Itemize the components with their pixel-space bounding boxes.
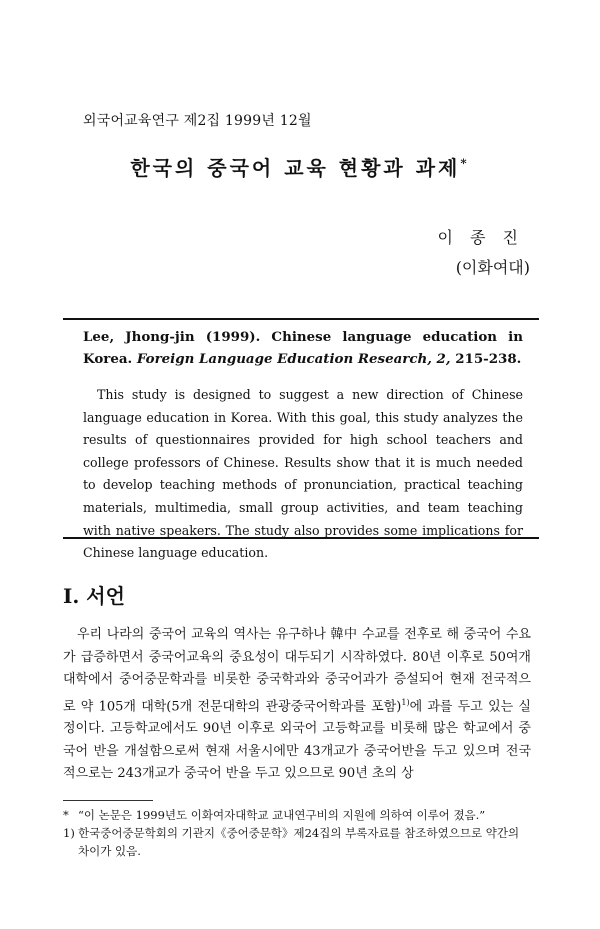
footnote-text: 한국중어중문학회의 기관지《중어중문학》제24집의 부록자료를 참조하였으므로 약간의 차이가 있음.: [78, 826, 520, 858]
title-footnote-mark: *: [460, 156, 470, 171]
author-name: 이 종 진: [437, 228, 524, 247]
intro-text-2: 에 과를 두고 있는 실정이다. 고등학교에서도 90년 이후로 외국어 고등학교를 비롯해 많은 학교에서 중국어 반을 개설함으로써 현재 서울시에만 43개교가 중국어반을 두고 있으며 전국적으로는 243개교가 중국어 반을 두고 있으므로 90년 초의 상: [63, 698, 531, 782]
abstract-bottom-rule: [63, 537, 539, 539]
footnote-ref-1: 1): [401, 697, 410, 707]
abstract-body: This study is designed to suggest a new direction of Chinese language education in Korea. With this goal, this study analyzes the results of questionnaires provided for high school teachers and college professors of Chinese. Results show that it is much needed to develop teaching methods of pronunciation, practical teaching materials, multimedia, small group activities, and team teaching with native speakers. The study also provides some implications for Chinese language education.: [83, 387, 523, 561]
paper-title: [0, 152, 600, 181]
citation-text: Lee, Jhong-jin (1999). Chinese language education in Korea.: [83, 329, 523, 367]
intro-paragraph: [63, 624, 531, 786]
journal-header: 외국어교육연구 제2집 1999년 12월: [83, 113, 312, 129]
footnotes: [63, 806, 533, 860]
abstract-top-rule: [63, 318, 539, 320]
citation-journal: Foreign Language Education Research, 2,: [136, 351, 451, 367]
abstract-citation: [83, 326, 523, 370]
footnote-item: [63, 806, 533, 824]
footnote-mark: 1): [63, 826, 75, 840]
footnote-mark: *: [63, 808, 69, 822]
footnote-item: [63, 824, 533, 860]
title-text: 한국의 중국어 교육 현황과 과제: [130, 156, 461, 180]
footnote-text: “이 논문은 1999년도 이화여자대학교 교내연구비의 지원에 의하여 이루어 졌음.”: [78, 808, 486, 822]
footnote-rule: [63, 800, 153, 801]
author-affiliation: (이화여대): [455, 258, 530, 277]
section-heading: I. 서언: [63, 584, 125, 608]
intro-text-1: 우리 나라의 중국어 교육의 역사는 유구하나 韓中 수교를 전후로 해 중국어 수요가 급증하면서 중국어교육의 중요성이 대두되기 시작하였다. 80년 이후로 50여개 대학에서 중어중문학과를 비롯한 중국학과와 중국어과가 증설되어 현재 전국적으로 약 105개 대학(5개 전문대학의 관광중국어학과를 포함): [63, 627, 531, 714]
citation-pages: 215-238.: [455, 351, 522, 367]
